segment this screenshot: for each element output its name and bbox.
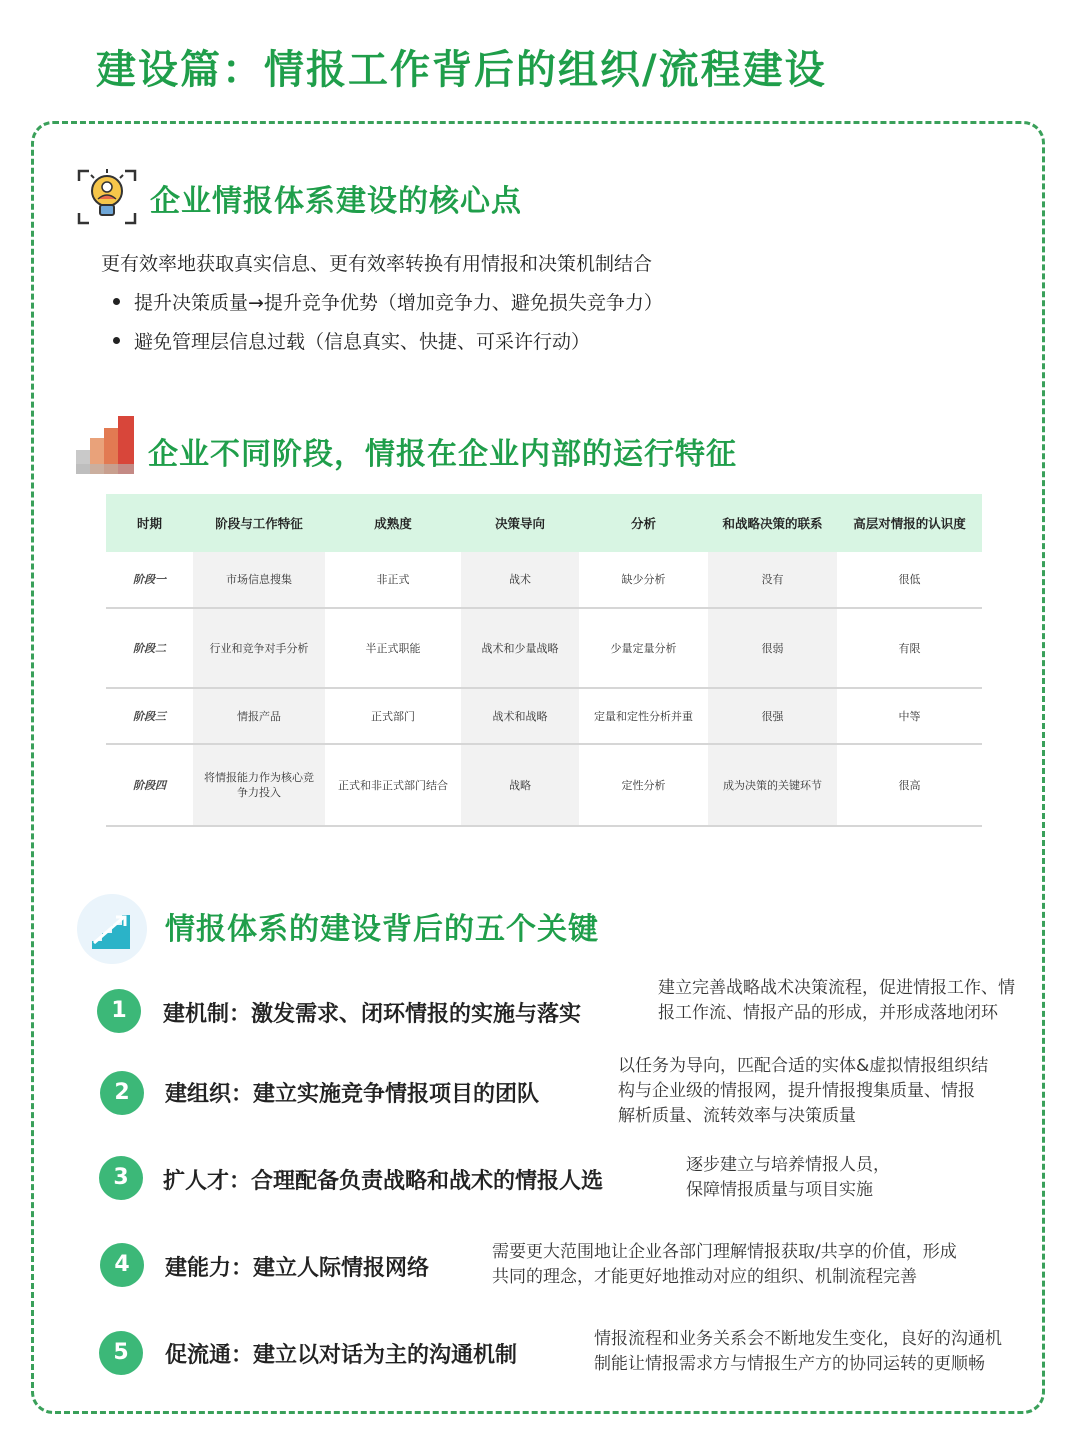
table-header: 和战略决策的联系 (708, 494, 837, 552)
table-cell: 有限 (837, 608, 982, 688)
key-title: 建组织：建立实施竞争情报项目的团队 (165, 1082, 540, 1107)
table-cell: 成为决策的关键环节 (708, 744, 837, 826)
table-row (106, 688, 982, 744)
key-title: 建能力：建立人际情报网络 (165, 1256, 430, 1281)
table-cell: 很低 (837, 552, 982, 608)
key-desc-line: 制能让情报需求方与情报生产方的协同运转的更顺畅 (594, 1354, 985, 1374)
bullet-item (113, 327, 590, 354)
table-cell: 市场信息搜集 (193, 552, 325, 608)
key-desc-line: 情报流程和业务关系会不断地发生变化，良好的沟通机 (594, 1329, 1002, 1349)
number-badge: 5 (99, 1331, 143, 1375)
key-desc-line: 解析质量、流转效率与决策质量 (618, 1106, 856, 1126)
table-cell: 缺少分析 (579, 552, 708, 608)
table-header-row (106, 494, 982, 552)
table-cell: 很强 (708, 688, 837, 744)
table-cell: 战术 (461, 552, 579, 608)
table-row (106, 608, 982, 688)
number-badge: 2 (100, 1071, 144, 1115)
number-badge: 1 (97, 989, 141, 1033)
key-desc-line: 以任务为导向，匹配合适的实体&虚拟情报组织结 (618, 1056, 989, 1076)
section-title-core: 企业情报体系建设的核心点 (150, 184, 522, 219)
key-desc (658, 976, 1015, 1026)
table-cell: 战术和战略 (461, 688, 579, 744)
table-header: 成熟度 (325, 494, 461, 552)
lightbulb-person-icon (77, 167, 137, 227)
table-header: 时期 (106, 494, 193, 552)
table-header: 高层对情报的认识度 (837, 494, 982, 552)
key-desc-line: 建立完善战略战术决策流程，促进情报工作、情 (658, 978, 1015, 998)
table-cell: 很高 (837, 744, 982, 826)
key-desc-line: 报工作流、情报产品的形成，并形成落地闭环 (658, 1003, 998, 1023)
key-title: 扩人才：合理配备负责战略和战术的情报人选 (163, 1169, 604, 1194)
page-title: 建设篇：情报工作背后的组织/流程建设 (96, 47, 827, 93)
table-cell: 中等 (837, 688, 982, 744)
table-cell: 情报产品 (193, 688, 325, 744)
table-header: 决策导向 (461, 494, 579, 552)
table-cell: 非正式 (325, 552, 461, 608)
section-title-stages: 企业不同阶段，情报在企业内部的运行特征 (148, 437, 737, 472)
intro-text: 更有效率地获取真实信息、更有效率转换有用情报和决策机制结合 (101, 253, 653, 275)
table-cell: 战术和少量战略 (461, 608, 579, 688)
key-desc (492, 1240, 957, 1290)
bullet-item (113, 288, 663, 315)
key-desc (618, 1054, 988, 1129)
key-desc-line: 需要更大范围地让企业各部门理解情报获取/共享的价值，形成 (492, 1242, 957, 1262)
table-cell: 定性分析 (579, 744, 708, 826)
table-row (106, 744, 982, 826)
table-cell: 将情报能力作为核心竞争力投入 (193, 744, 325, 826)
table-cell: 半正式职能 (325, 608, 461, 688)
table-cell: 正式和非正式部门结合 (325, 744, 461, 826)
table-cell: 行业和竞争对手分析 (193, 608, 325, 688)
number-badge: 3 (99, 1156, 143, 1200)
key-desc-line: 共同的理念，才能更好地推动对应的组织、机制流程完善 (492, 1267, 917, 1287)
key-desc (594, 1327, 1002, 1377)
section-title-keys: 情报体系的建设背后的五个关键 (165, 912, 599, 947)
table-cell: 没有 (708, 552, 837, 608)
bullet-text: 提升决策质量→提升竞争优势（增加竞争力、避免损失竞争力） (134, 292, 663, 314)
table-cell: 很弱 (708, 608, 837, 688)
table-cell: 少量定量分析 (579, 608, 708, 688)
key-desc-line: 逐步建立与培养情报人员， (686, 1155, 890, 1175)
table-header: 分析 (579, 494, 708, 552)
table-cell: 阶段四 (106, 744, 193, 826)
key-title: 建机制：激发需求、闭环情报的实施与落实 (163, 1002, 582, 1027)
bullet-text: 避免管理层信息过载（信息真实、快捷、可采许行动） (134, 331, 591, 353)
stages-table (106, 494, 982, 827)
key-title: 促流通：建立以对话为主的沟通机制 (165, 1343, 518, 1368)
number-badge: 4 (100, 1243, 144, 1287)
table-row (106, 552, 982, 608)
table-cell: 阶段三 (106, 688, 193, 744)
key-desc-line: 保障情报质量与项目实施 (686, 1180, 873, 1200)
table-cell: 阶段一 (106, 552, 193, 608)
table-cell: 正式部门 (325, 688, 461, 744)
key-desc (686, 1153, 890, 1203)
bar-chart-icon (74, 414, 138, 474)
stairs-growth-icon (76, 893, 148, 965)
key-desc-line: 构与企业级的情报网，提升情报搜集质量、情报 (618, 1081, 975, 1101)
table-cell: 定量和定性分析并重 (579, 688, 708, 744)
table-cell: 阶段二 (106, 608, 193, 688)
table-cell: 战略 (461, 744, 579, 826)
table-header: 阶段与工作特征 (193, 494, 325, 552)
